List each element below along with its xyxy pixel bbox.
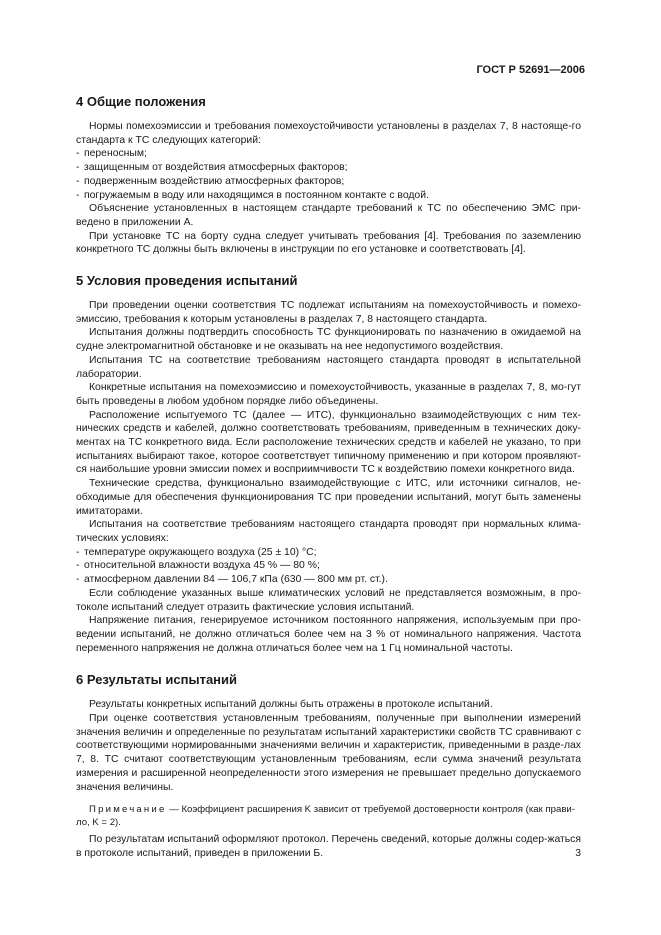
note-text: — Коэффициент расширения K зависит от требуемой достоверности контроля (как прави-ло, K = 2). <box>76 804 575 829</box>
paragraph: Если соблюдение указанных выше климатических условий не представляется возможным, в про-токоле испытаний следует отразить фактические условия испытаний. <box>76 587 581 613</box>
paragraph: При установке ТС на борту судна следует учитывать требования [4]. Требования по заземлению конкретного ТС должны быть включены в инструкции по его установке и соответствовать [4]. <box>76 230 581 256</box>
list-item: - относительной влажности воздуха 45 % — 80 %; <box>76 559 581 573</box>
section-4-title: 4 Общие положения <box>76 94 206 109</box>
climate-conditions-list <box>76 546 581 587</box>
paragraph: Расположение испытуемого ТС (далее — ИТС), функционально взаимодействующих с ним тех-нических средств и кабелей, должно соответствовать требованиям, приведенным в технических доку-ментах на ТС конкретного вида. Если расположение технических средств и кабелей не указано, то при испытаниях выбирают такое, которое соответствует типичному применению и при котором проявляют-ся наибольшие уровни эмиссии помех и восприимчивости ТС к воздействию помехи конкретного вида. <box>76 409 581 476</box>
list-item: - защищенным от воздействия атмосферных факторов; <box>76 161 581 175</box>
paragraph: Испытания должны подтвердить способность ТС функционировать по назначению в ожидаемой на судне электромагнитной обстановке и не оказывать на нее недопустимого воздействия. <box>76 327 581 353</box>
paragraph: При проведении оценки соответствия ТС подлежат испытаниям на помехоустойчивость и помехо-эмиссию, требования к которым установлены в разделах 7, 8 настоящего стандарта. <box>76 300 581 325</box>
list-item: - переносным; <box>76 147 581 161</box>
note-label: Примечание <box>89 804 167 816</box>
paragraph: По результатам испытаний оформляют протокол. Перечень сведений, которые должны содер-жаться в протоколе испытаний, приведен в приложении Б. <box>76 834 581 859</box>
paragraph: Напряжение питания, генерируемое источником постоянного напряжения, используемым при про-ведении испытаний, не должно отличаться более чем на 3 % от номинального напряжения. Частота переменного напряжения не должна отличаться более чем на 1 Гц номинальной частоты. <box>76 615 581 654</box>
list-item: - погружаемым в воду или находящимся в постоянном контакте с водой. <box>76 189 581 203</box>
paragraph: Объяснение установленных в настоящем стандарте требований к ТС по обеспечению ЭМС при-ведено в приложении А. <box>76 203 581 228</box>
category-list <box>76 147 581 202</box>
list-item: - температуре окружающего воздуха (25 ± 10) °С; <box>76 546 581 560</box>
paragraph: Испытания ТС на соответствие требованиям настоящего стандарта проводят в испытательной лаборатории. <box>76 354 581 380</box>
list-item: - подверженным воздействию атмосферных факторов; <box>76 175 581 189</box>
section-6-title: 6 Результаты испытаний <box>76 672 238 688</box>
list-item: - атмосферном давлении 84 — 106,7 кПа (630 — 800 мм рт. ст.). <box>76 573 581 587</box>
standard-number: ГОСТ Р 52691—2006 <box>476 64 585 76</box>
paragraph: Испытания на соответствие требованиям настоящего стандарта проводят при нормальных клима-тических условиях: <box>76 519 581 544</box>
paragraph: Результаты конкретных испытаний должны быть отражены в протоколе испытаний. <box>89 699 493 711</box>
page-number: 3 <box>575 848 581 859</box>
page-content <box>76 94 581 861</box>
paragraph: Конкретные испытания на помехоэмиссию и помехоустойчивость, указанные в разделах 7, 8, мо-гут быть проведены в любом удобном порядке либо объединены. <box>76 382 581 407</box>
note <box>76 803 581 829</box>
paragraph: Технические средства, функционально взаимодействующие с ИТС, или источники сигналов, не-обходимые для обеспечения функционирования ТС при проведении испытаний, могут быть заменены имитаторами. <box>76 478 581 517</box>
paragraph: Нормы помехоэмиссии и требования помехоустойчивости установлены в разделах 7, 8 настояще-го стандарта к ТС следующих категорий: <box>76 121 581 146</box>
paragraph: При оценке соответствия установленным требованиям, полученные при выполнении измерений значения величин и определенные по результатам испытаний характеристики свойств ТС сравнивают с соответствующими нормированными значениями величин и характеристик, приведенными в разде-лах 7, 8. ТС считают соответствующим установленным требованиям, если сумма значений результата измерения и расширенной неопределенности этого измерения не превышает предельно допускаемого значения величины. <box>76 713 581 793</box>
section-5-title: 5 Условия проведения испытаний <box>76 273 298 289</box>
